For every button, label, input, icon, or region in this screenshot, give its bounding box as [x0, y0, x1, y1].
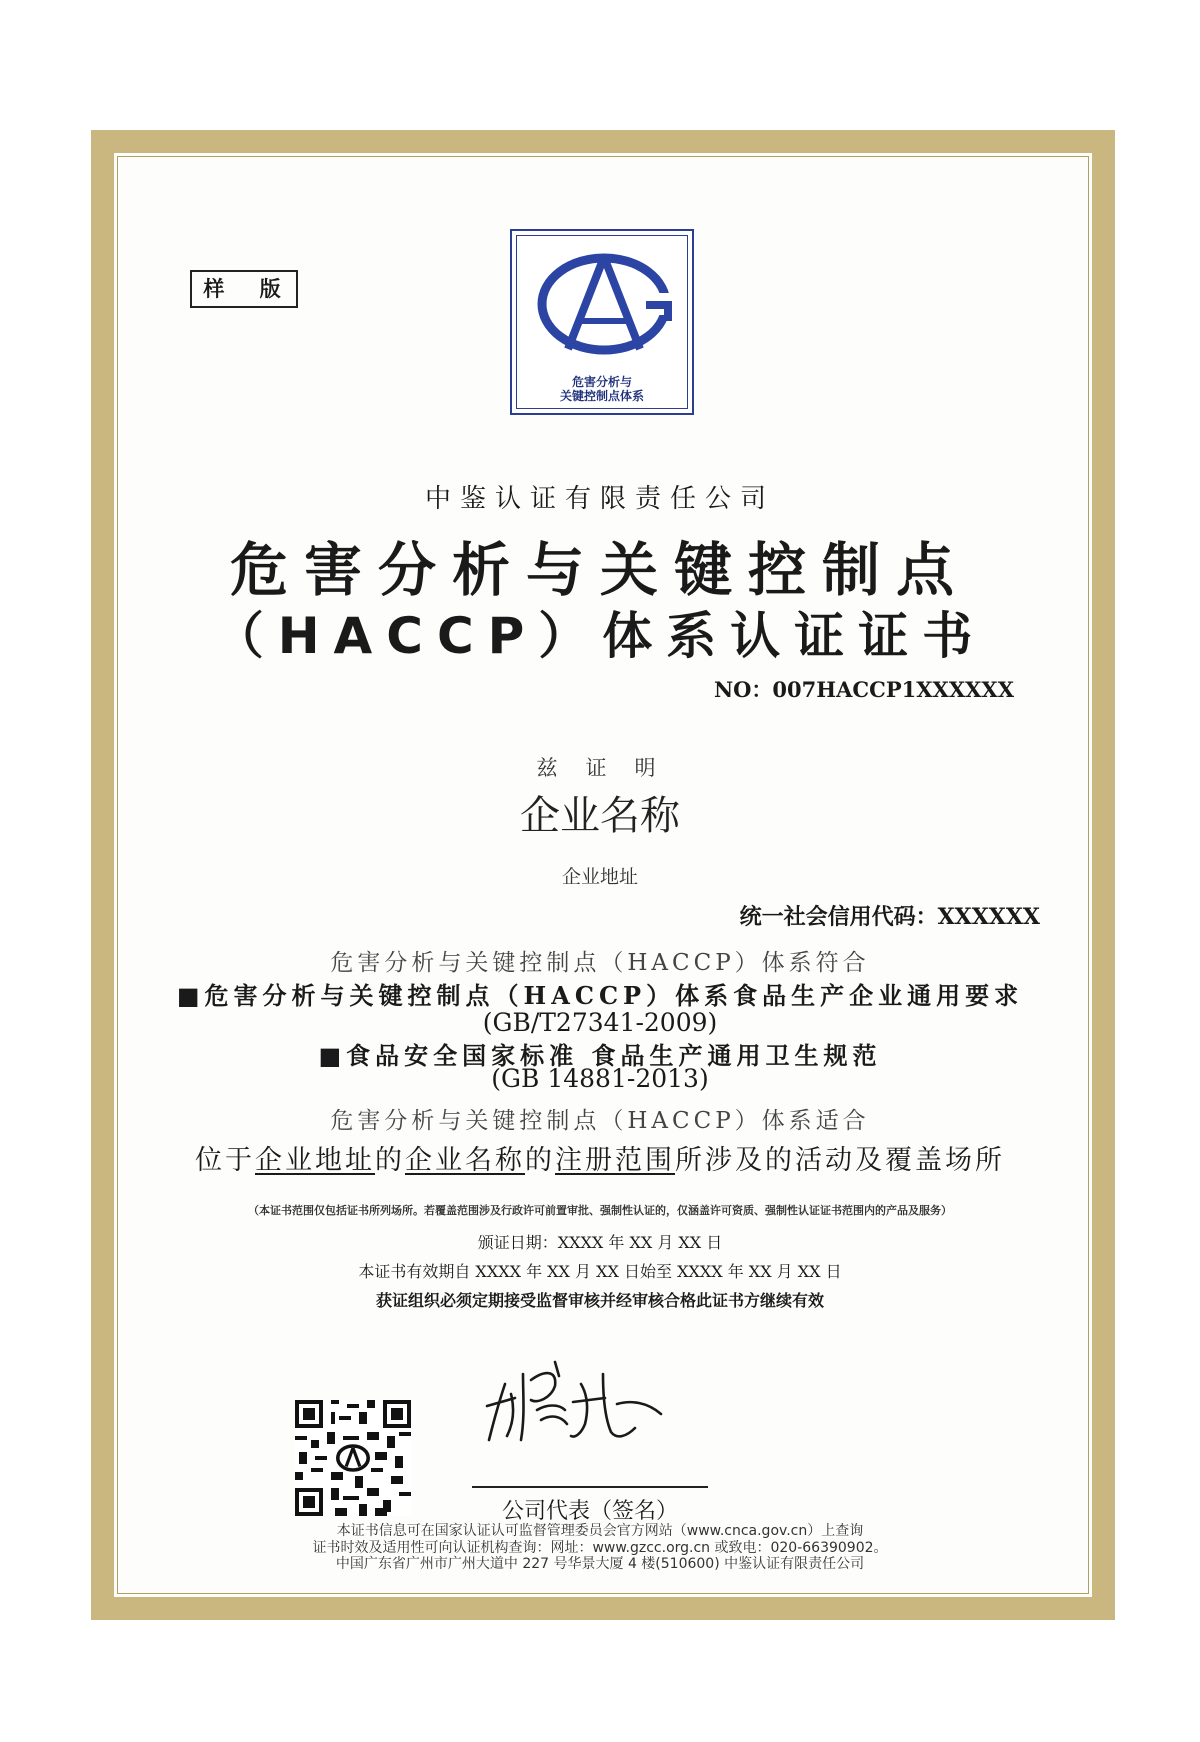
handwritten-signature [485, 1354, 665, 1444]
scope-range: 注册范围 [555, 1145, 675, 1176]
scope-address: 企业地址 [255, 1145, 375, 1176]
standard-2-code: (GB 14881-2013) [491, 1064, 709, 1093]
cqc-emblem-icon [534, 249, 674, 359]
issuer-name: 中鉴认证有限责任公司 [424, 484, 775, 514]
footer-line1: 本证书信息可在国家认证认可监督管理委员会官方网站（www.cnca.gov.cn）上查询 [336, 1523, 864, 1539]
suitability-intro: 危害分析与关键控制点（HACCP）体系适合 [330, 1108, 870, 1134]
logo-caption-line1: 危害分析与 [571, 375, 632, 389]
qr-code [295, 1400, 411, 1516]
footer-line3: 中国广东省广州市广州大道中 227 号华景大厦 4 楼(510600) 中鉴认证有限责任公司 [335, 1556, 865, 1572]
logo-caption-line2: 关键控制点体系 [559, 389, 644, 403]
standard-2-title: ■食品安全国家标准 食品生产通用卫生规范 [318, 1041, 882, 1070]
validity-period: 本证书有效期自 XXXX 年 XX 月 XX 日始至 XXXX 年 XX 月 XX 日 [358, 1262, 842, 1281]
enterprise-address: 企业地址 [561, 866, 638, 888]
footer-line2: 证书时效及适用性可向认证机构查询：网址：www.gzcc.org.cn 或致电：020-66390902。 [312, 1540, 888, 1556]
certificate-number: NO：007HACCP1XXXXXX [713, 677, 1014, 702]
standard-1-code: (GB/T27341-2009) [482, 1008, 718, 1037]
issue-date: 颁证日期：XXXX 年 XX 月 XX 日 [477, 1233, 723, 1252]
scope-enterprise: 企业名称 [405, 1145, 525, 1176]
representative-label: 公司代表（签名） [501, 1499, 678, 1524]
sample-stamp: 样 版 [190, 270, 298, 308]
hereby-certify: 兹证明 [536, 756, 684, 780]
haccp-logo [510, 229, 694, 415]
standard-1-title: ■危害分析与关键控制点（HACCP）体系食品生产企业通用要求 [176, 981, 1024, 1010]
surveillance-note: 获证组织必须定期接受监督审核并经审核合格此证书方继续有效 [375, 1291, 824, 1310]
credit-code: 统一社会信用代码：XXXXXX [739, 904, 1040, 930]
conformity-intro: 危害分析与关键控制点（HACCP）体系符合 [330, 950, 870, 976]
signature-line [472, 1486, 708, 1488]
scope-note: （本证书范围仅包括证书所列场所。若覆盖范围涉及行政许可前置审批、强制性认证的，仅涵盖许可资质、强制性认证证书范围内的产品及服务） [248, 1204, 952, 1217]
certificate-title-line1: 危害分析与关键控制点 [229, 536, 970, 604]
certification-scope: 位于企业地址的企业名称的注册范围所涉及的活动及覆盖场所 [195, 1145, 1005, 1176]
certificate-title-line2: （HACCP）体系认证证书 [213, 607, 987, 665]
enterprise-name: 企业名称 [520, 793, 680, 839]
